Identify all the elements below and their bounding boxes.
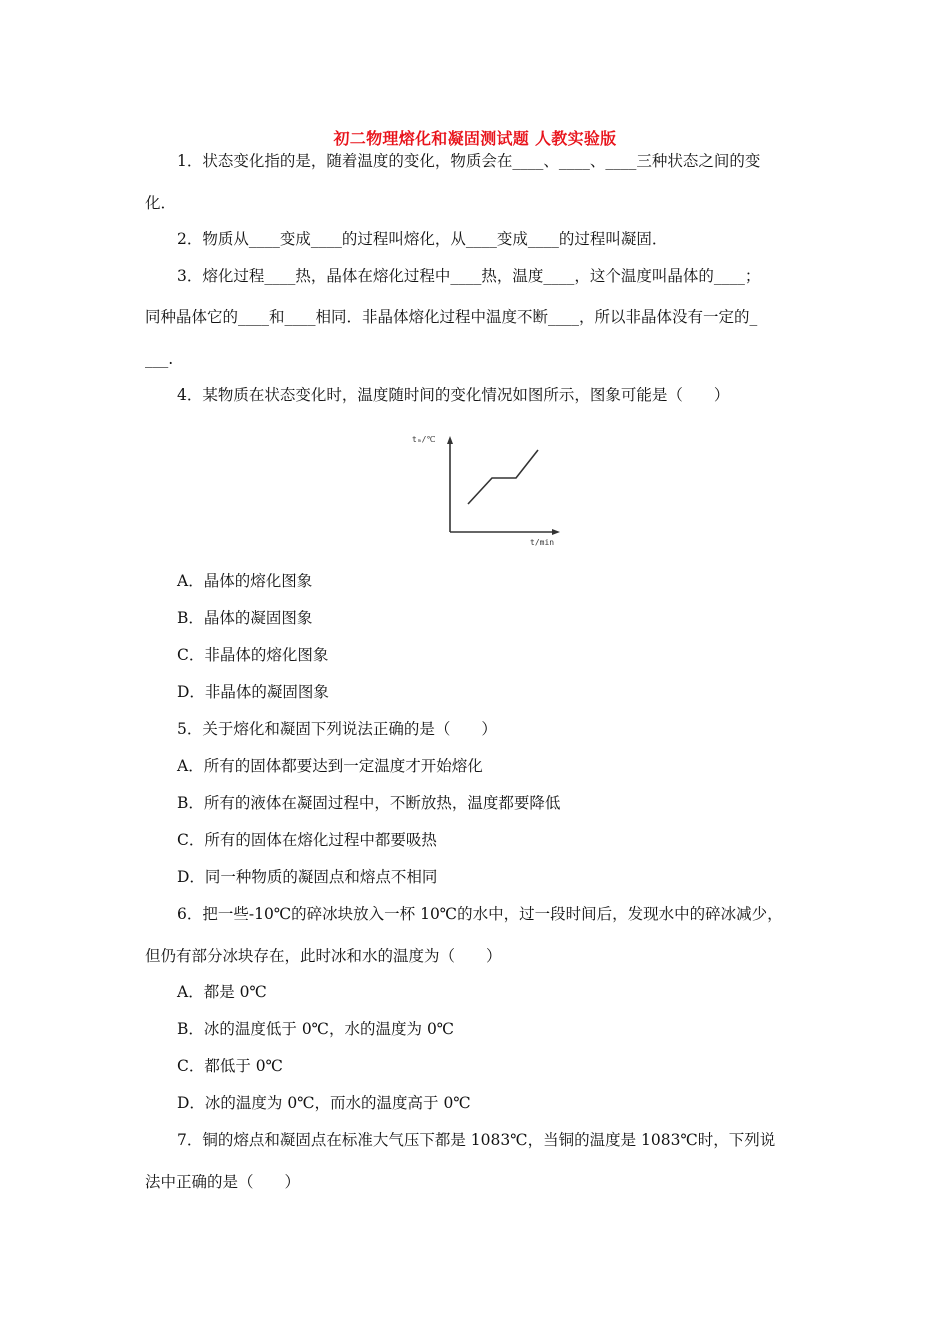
question-5-option-c: C．所有的固体在熔化过程中都要吸热 <box>177 831 437 849</box>
question-6-option-d: D．冰的温度为 0℃，而水的温度高于 0℃ <box>177 1094 471 1112</box>
question-5-stem: 5．关于熔化和凝固下列说法正确的是（ ） <box>177 720 497 738</box>
document-title: 初二物理熔化和凝固测试题 人教实验版 <box>333 129 617 148</box>
question-5-option-d: D．同一种物质的凝固点和熔点不相同 <box>177 868 438 886</box>
question-7-line-1: 7．铜的熔点和凝固点在标准大气压下都是 1083℃，当铜的温度是 1083℃时，下列说 <box>177 1131 776 1149</box>
question-6-option-a: A．都是 0℃ <box>177 983 267 1001</box>
question-6-option-c: C．都低于 0℃ <box>177 1057 283 1075</box>
question-3-line-2: 同种晶体它的____和____相同．非晶体熔化过程中温度不断____，所以非晶体没有一定的_ <box>145 308 758 326</box>
question-4-option-b: B．晶体的凝固图象 <box>177 609 313 627</box>
question-5-option-a: A．所有的固体都要达到一定温度才开始熔化 <box>177 757 483 775</box>
graph-curve <box>468 450 538 504</box>
temperature-time-graph <box>408 428 568 550</box>
question-1-line-2: 化． <box>145 194 177 212</box>
question-6-option-b: B．冰的温度低于 0℃，水的温度为 0℃ <box>177 1020 455 1038</box>
graph-y-axis-label: tₘ/℃ <box>412 435 436 444</box>
question-7-line-2: 法中正确的是（ ） <box>145 1173 301 1191</box>
question-2: 2．物质从____变成____的过程叫熔化，从____变成____的过程叫凝固． <box>177 230 668 248</box>
graph-x-axis-label: t/min <box>530 538 555 547</box>
question-4-option-c: C．非晶体的熔化图象 <box>177 646 329 664</box>
question-6-line-1: 6．把一些-10℃的碎冰块放入一杯 10℃的水中，过一段时间后，发现水中的碎冰减少， <box>177 905 783 923</box>
question-3-line-3: ___. <box>145 350 174 368</box>
question-5-option-b: B．所有的液体在凝固过程中，不断放热，温度都要降低 <box>177 794 561 812</box>
question-4-stem: 4．某物质在状态变化时，温度随时间的变化情况如图所示，图象可能是（ ） <box>177 386 730 404</box>
question-4-option-d: D．非晶体的凝固图象 <box>177 683 329 701</box>
graph-x-axis-arrow <box>552 529 560 535</box>
question-6-line-2: 但仍有部分冰块存在，此时冰和水的温度为（ ） <box>145 947 502 965</box>
graph-y-axis-arrow <box>447 436 453 444</box>
question-3-line-1: 3．熔化过程____热，晶体在熔化过程中____热，温度____，这个温度叫晶体的____； <box>177 267 761 285</box>
question-4-option-a: A．晶体的熔化图象 <box>177 572 313 590</box>
question-1-line-1: 1．状态变化指的是，随着温度的变化，物质会在____、____、____三种状态之间的变 <box>177 152 761 170</box>
